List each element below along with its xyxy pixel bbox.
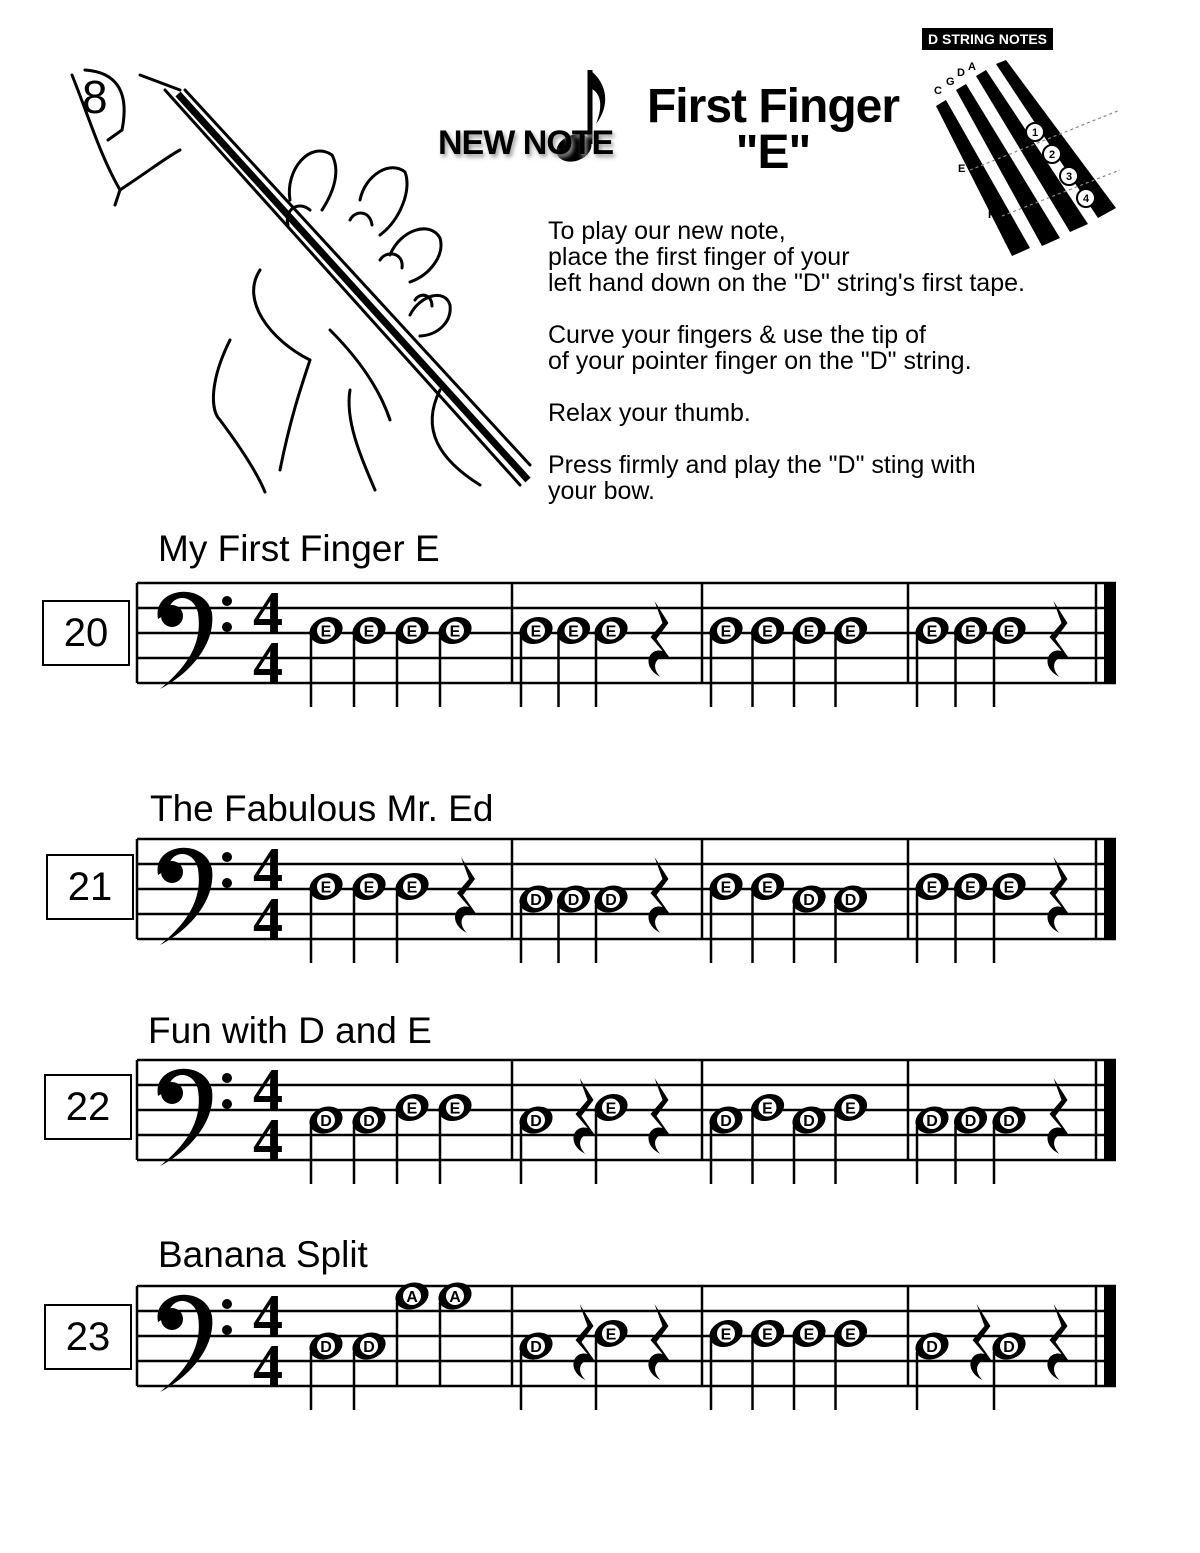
- note-d: [349, 1328, 390, 1410]
- bass-clef-icon: [158, 1295, 213, 1392]
- svg-text:E: E: [926, 879, 938, 897]
- note-e: [789, 1315, 830, 1410]
- instruction-paragraph-4: Press firmly and play the "D" sting with your bow.: [548, 451, 976, 505]
- svg-text:D: D: [320, 1339, 332, 1356]
- svg-text:E: E: [845, 1100, 856, 1118]
- time-signature-bottom: 4: [253, 630, 283, 696]
- svg-text:D: D: [530, 1113, 542, 1130]
- svg-text:E: E: [720, 1326, 732, 1344]
- svg-text:E: E: [762, 879, 773, 897]
- svg-text:E: E: [762, 623, 773, 641]
- svg-text:D: D: [803, 892, 815, 909]
- string-label-g: G: [946, 76, 955, 88]
- svg-text:E: E: [605, 1326, 617, 1344]
- svg-text:E: E: [720, 879, 732, 897]
- svg-text:D: D: [844, 892, 857, 909]
- title-line-2: "E": [735, 126, 811, 179]
- string-label-d: D: [957, 67, 965, 79]
- svg-text:E: E: [449, 623, 461, 641]
- svg-text:D: D: [1003, 1339, 1015, 1356]
- quarter-rest-icon: [573, 1304, 595, 1380]
- note-e: [830, 1315, 871, 1410]
- svg-text:E: E: [965, 879, 976, 897]
- note-a: [435, 1278, 476, 1386]
- exercise-number-20: 20: [42, 600, 130, 666]
- svg-text:E: E: [406, 879, 418, 897]
- svg-text:E: E: [762, 1326, 773, 1344]
- svg-text:E: E: [1003, 879, 1015, 897]
- note-e: [747, 1315, 788, 1410]
- bass-clef-dot: [161, 1308, 183, 1330]
- finger-number-3: 3: [1065, 171, 1073, 183]
- time-signature-bottom: 4: [253, 1333, 283, 1399]
- note-label-f-sharp: F♯: [988, 209, 1001, 221]
- time-signature-bottom: 4: [253, 886, 283, 952]
- svg-text:E: E: [320, 623, 332, 641]
- quarter-rest-icon: [970, 1304, 992, 1380]
- svg-text:E: E: [720, 623, 732, 641]
- svg-text:E: E: [320, 879, 332, 897]
- note-label-g: G: [1004, 235, 1013, 247]
- note-d: [912, 1328, 953, 1410]
- title-line-1: First Finger: [646, 80, 900, 133]
- note-e: [591, 1315, 632, 1410]
- exercise-title-22: Fun with D and E: [148, 1010, 432, 1051]
- svg-text:D: D: [1003, 1113, 1015, 1130]
- svg-text:E: E: [605, 623, 617, 641]
- staff-group: [137, 1278, 1116, 1410]
- svg-text:D: D: [320, 1113, 332, 1130]
- svg-text:D: D: [605, 892, 617, 909]
- svg-text:D: D: [926, 1113, 938, 1130]
- finger-number-1: 1: [1031, 127, 1039, 139]
- note-label-e: E: [958, 163, 966, 175]
- finger-number-4: 4: [1082, 193, 1090, 205]
- time-signature-top: 4: [253, 1283, 283, 1349]
- time-signature-top: 4: [253, 836, 283, 902]
- string-label-a: A: [968, 61, 976, 73]
- svg-text:E: E: [845, 623, 856, 641]
- time-signature-bottom: 4: [253, 1107, 283, 1173]
- svg-text:E: E: [568, 623, 579, 641]
- exercise-number-22: 22: [44, 1074, 132, 1140]
- exercise-title-21: The Fabulous Mr. Ed: [150, 788, 494, 829]
- page-number: 8: [82, 71, 108, 123]
- note-d: [989, 1328, 1030, 1410]
- bass-clef-dot-upper: [222, 1299, 232, 1309]
- svg-text:E: E: [803, 1326, 815, 1344]
- string-label-c: C: [934, 85, 942, 97]
- svg-text:D: D: [964, 1113, 977, 1130]
- quarter-rest-icon: [648, 1304, 670, 1380]
- svg-text:E: E: [363, 623, 375, 641]
- svg-text:D: D: [926, 1339, 938, 1356]
- time-signature-top: 4: [253, 580, 283, 646]
- svg-text:E: E: [605, 1100, 617, 1118]
- svg-text:D: D: [363, 1113, 375, 1130]
- note-d: [516, 1328, 557, 1410]
- svg-text:A: A: [449, 1289, 461, 1306]
- svg-text:E: E: [449, 1100, 461, 1118]
- svg-text:E: E: [530, 623, 542, 641]
- svg-text:E: E: [845, 1326, 856, 1344]
- note-e: [706, 1315, 747, 1410]
- svg-text:D: D: [363, 1339, 375, 1356]
- instruction-paragraph-2: Curve your fingers & use the tip of of your pointer finger on the "D" string.: [548, 321, 972, 375]
- final-barline-thick: [1104, 1286, 1116, 1386]
- svg-text:E: E: [926, 623, 938, 641]
- finger-number-2: 2: [1048, 149, 1056, 161]
- svg-text:E: E: [762, 1100, 773, 1118]
- exercise-number-21: 21: [46, 854, 134, 920]
- new-note-label: NEW NOTE: [438, 124, 614, 162]
- exercise-number-23: 23: [44, 1304, 132, 1370]
- exercise-title-20: My First Finger E: [158, 528, 440, 569]
- svg-text:D: D: [567, 892, 580, 909]
- svg-text:D: D: [530, 892, 542, 909]
- note-a: [392, 1278, 433, 1386]
- svg-text:D: D: [720, 1113, 732, 1130]
- svg-text:D: D: [530, 1339, 542, 1356]
- exercise-title-23: Banana Split: [158, 1234, 368, 1275]
- note-d: [306, 1328, 347, 1410]
- svg-text:A: A: [406, 1289, 418, 1306]
- bass-clef-dot-lower: [222, 1325, 232, 1335]
- time-signature-top: 4: [253, 1057, 283, 1123]
- svg-text:E: E: [965, 623, 976, 641]
- instruction-paragraph-1: To play our new note, place the first finger of your left hand down on the "D" string's first tape.: [548, 217, 1025, 297]
- quarter-rest-icon: [1047, 1304, 1069, 1380]
- svg-text:D: D: [803, 1113, 815, 1130]
- svg-text:E: E: [803, 623, 815, 641]
- svg-text:E: E: [363, 879, 375, 897]
- d-string-notes-badge: D STRING NOTES: [922, 28, 1053, 50]
- svg-text:E: E: [406, 1100, 418, 1118]
- instruction-paragraph-3: Relax your thumb.: [548, 399, 751, 427]
- svg-text:E: E: [1003, 623, 1015, 641]
- svg-text:E: E: [406, 623, 418, 641]
